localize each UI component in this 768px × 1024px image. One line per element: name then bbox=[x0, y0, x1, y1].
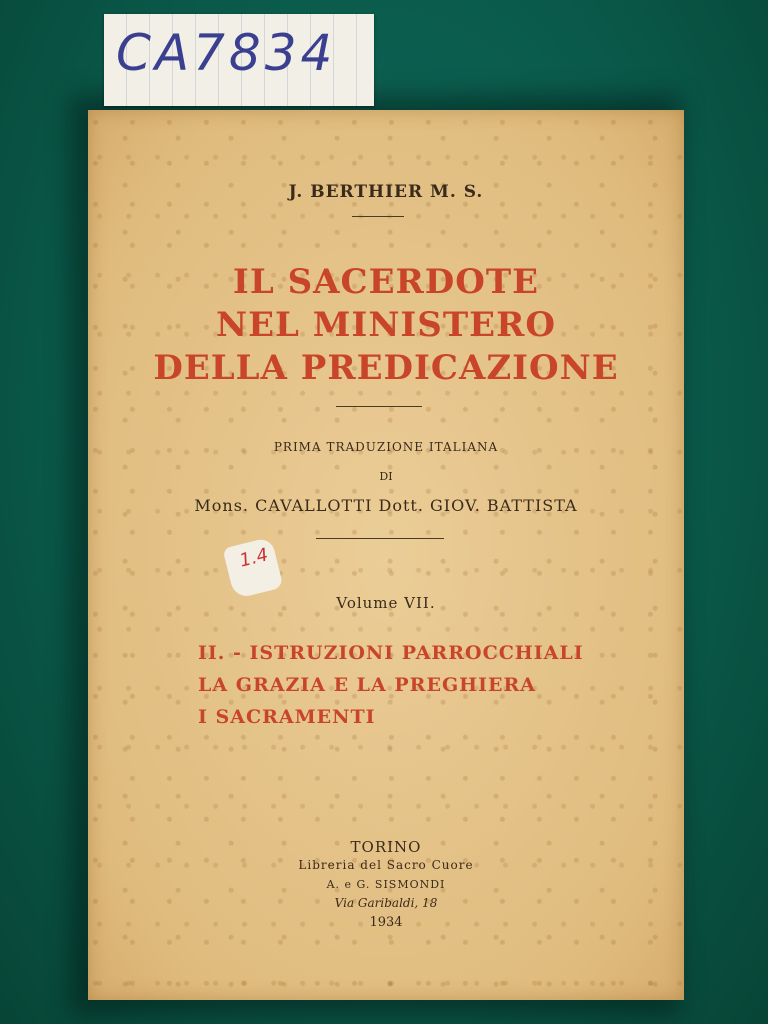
volume-label: Volume VII. bbox=[336, 594, 436, 612]
catalog-tag bbox=[104, 14, 374, 106]
section-line-3: I SACRAMENTI bbox=[198, 706, 376, 728]
divider-3 bbox=[316, 538, 444, 539]
title-line-3: DELLA PREDICAZIONE bbox=[153, 348, 619, 388]
publisher-owner: A. e G. SISMONDI bbox=[326, 878, 446, 891]
catalog-number: CA7834 bbox=[116, 24, 337, 82]
author: J. BERTHIER M. S. bbox=[288, 182, 484, 202]
publication-year: 1934 bbox=[369, 915, 403, 930]
publisher-city: TORINO bbox=[350, 838, 422, 856]
book-cover bbox=[88, 110, 684, 1000]
sticker-text: 1.4 bbox=[237, 544, 271, 572]
title-line-1: IL SACERDOTE bbox=[232, 262, 540, 302]
divider-2 bbox=[336, 406, 422, 407]
subtitle-di: DI bbox=[379, 470, 393, 483]
subtitle: PRIMA TRADUZIONE ITALIANA bbox=[273, 440, 499, 454]
publisher-name: Libreria del Sacro Cuore bbox=[298, 858, 474, 872]
divider-1 bbox=[352, 216, 404, 217]
translator: Mons. CAVALLOTTI Dott. GIOV. BATTISTA bbox=[194, 496, 578, 515]
price-sticker bbox=[222, 537, 283, 600]
title-line-2: NEL MINISTERO bbox=[216, 305, 556, 345]
section-line-1: II. - ISTRUZIONI PARROCCHIALI bbox=[198, 642, 584, 664]
section-line-2: LA GRAZIA E LA PREGHIERA bbox=[198, 674, 537, 696]
publisher-address: Via Garibaldi, 18 bbox=[334, 896, 438, 910]
